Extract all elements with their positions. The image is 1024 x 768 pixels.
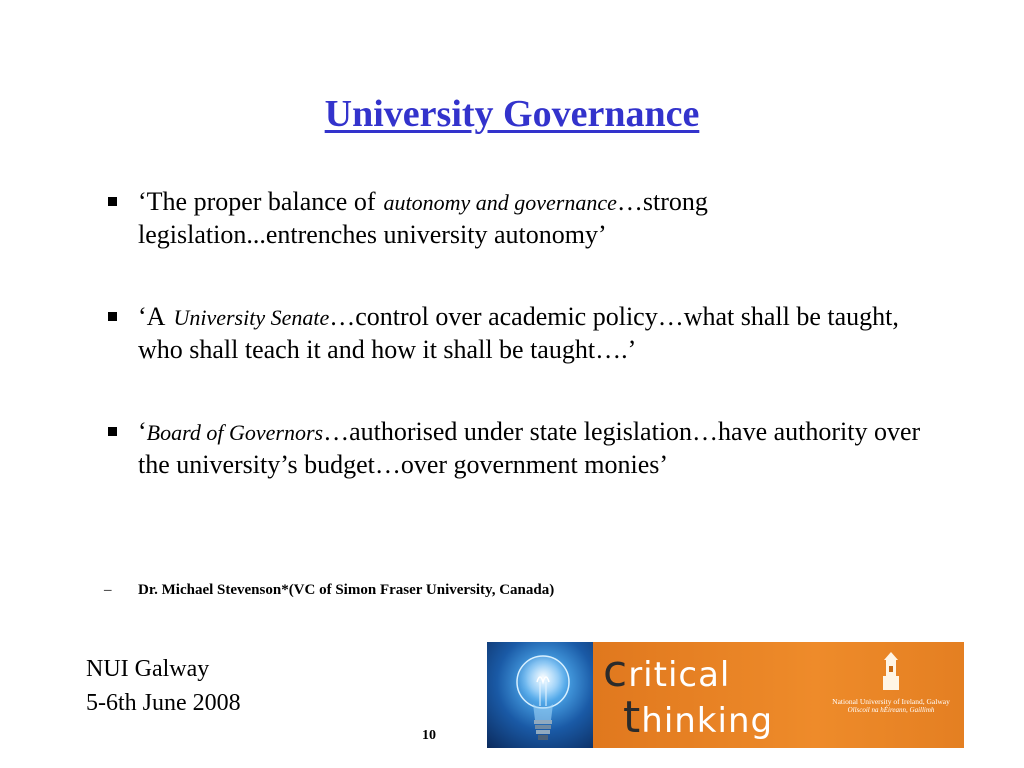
bullet-item-2 [100,301,940,366]
critical-thinking-logo [593,642,964,748]
critical-thinking-banner [487,642,964,748]
bullet-text: …authorised under state legislation…have authority over the university’s budget…over government monies’ [138,417,921,479]
bullet-text: ‘The proper balance of [138,187,376,216]
bullet-italic-text: Board of Governors [146,420,324,445]
slide-title: University Governance [324,93,700,135]
footer-institution: NUI Galway [86,656,210,682]
light-bulb-icon [487,642,593,748]
page-number: 10 [422,728,436,743]
logo-word-critical: critical [603,646,731,697]
bullet-text: ‘A [138,302,166,331]
university-logo [823,652,959,715]
university-name: National University of Ireland, Galway [832,697,950,706]
light-bulb-image [487,642,593,748]
attribution-text: Dr. Michael Stevenson*(VC of Simon Fraser University, Canada) [138,582,555,598]
university-name-irish: Ollscoil na hÉireann, Gaillimh [847,706,935,714]
square-bullet-icon [108,197,117,206]
dash-icon: – [104,582,112,598]
bullet-italic-text: autonomy and governance [383,190,617,215]
bullet-text: …strong legislation...entrenches university autonomy’ [138,187,708,249]
square-bullet-icon [108,312,117,321]
bullet-item-3 [100,416,940,481]
bullet-item-1 [100,186,940,251]
bullet-italic-text: University Senate [173,305,330,330]
square-bullet-icon [108,427,117,436]
footer-text [86,652,241,720]
logo-word-thinking: thinking [623,692,774,743]
bullet-text: ‘ [138,417,147,446]
footer-date: 5-6th June 2008 [86,690,241,716]
tower-crest-icon [880,652,902,692]
attribution [104,582,554,599]
bullet-text: …control over academic policy…what shall be taught, who shall teach it and how it shall be taught….’ [138,302,899,364]
bullet-list [100,186,940,531]
